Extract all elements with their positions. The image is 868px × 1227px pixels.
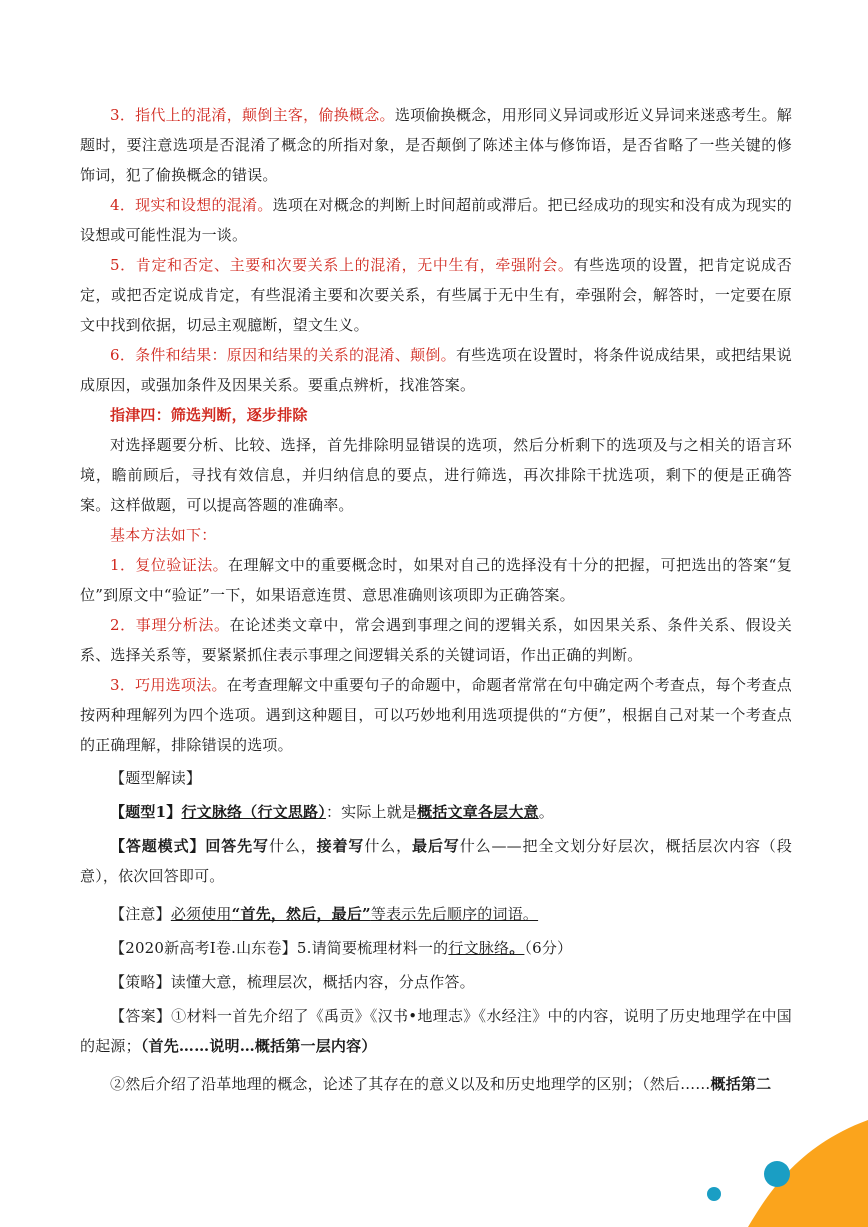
type-colon: ：实际上就是 bbox=[325, 803, 418, 821]
paragraph-concept-confusion bbox=[80, 100, 792, 190]
point-title: 4．现实和设想的混淆。 bbox=[110, 196, 273, 214]
teal-dot-small bbox=[707, 1187, 721, 1201]
methods-intro: 基本方法如下： bbox=[110, 526, 217, 544]
method-use-options bbox=[80, 670, 792, 760]
answer-paragraph-2: ②然后介绍了沿革地理的概念，论述了其存在的意义以及和历史地理学的区别；（然后……概括第二 bbox=[110, 1075, 772, 1093]
method-logic-analysis bbox=[80, 610, 792, 670]
type-end: 。 bbox=[538, 803, 554, 821]
point-text: 有些选项在设置时，将条件说成结果，或把结果说成原因，或强加条件及因果关系。要重点辨析，找准答案。 bbox=[80, 346, 792, 394]
method-restore-verify bbox=[80, 550, 792, 610]
point-text: 选项在对概念的判断上时间超前或滞后。把已经成功的现实和没有成为现实的设想或可能性混为一谈。 bbox=[80, 196, 792, 244]
paragraph-elimination: 对选择题要分析、比较、选择，首先排除明显错误的选项，然后分析剩下的选项及与之相关的语言环境，瞻前顾后，寻找有效信息，并归纳信息的要点，进行筛选，再次排除干扰选项，剩下的便是正确答案。这样做题，可以提高答题的准确率。 bbox=[80, 436, 792, 514]
point-title: 5．肯定和否定、主要和次要关系上的混淆，无中生有，牵强附会。 bbox=[110, 256, 574, 274]
type-title: 行文脉络（行文思路） bbox=[181, 803, 326, 821]
question-type-1 bbox=[80, 797, 792, 827]
paragraph-affirm-negate bbox=[80, 250, 792, 340]
type-key: 概括文章各层大意 bbox=[417, 803, 539, 821]
teal-dot-large bbox=[764, 1161, 790, 1187]
corner-decoration bbox=[700, 1110, 868, 1227]
question-type-heading: 【题型解读】 bbox=[110, 769, 202, 787]
point-title: 3．指代上的混淆，颠倒主客，偷换概念。 bbox=[110, 106, 395, 124]
paragraph-reality-vs-assumption bbox=[80, 190, 792, 250]
method-text: 在理解文中的重要概念时，如果对自己的选择没有十分的把握，可把选出的答案“复位”到原文中“验证”一下，如果语意连贯、意思准确则该项即为正确答案。 bbox=[80, 556, 792, 604]
point-text: 选项偷换概念，用形同义异词或形近义异词来迷惑考生。解题时，要注意选项是否混淆了概念的所指对象，是否颠倒了陈述主体与修饰语，是否省略了一些关键的修饰词，犯了偷换概念的错误。 bbox=[80, 106, 792, 184]
answer-paragraph-1: 【答案】①材料一首先介绍了《禹贡》《汉书•地理志》《水经注》中的内容，说明了历史地理学在中国的起源；（首先……说明…概括第一层内容） bbox=[80, 1007, 792, 1055]
note: 【注意】必须使用“首先，然后，最后”等表示先后顺序的词语。 bbox=[110, 905, 539, 923]
strategy: 【策略】读懂大意，梳理层次，概括内容，分点作答。 bbox=[110, 973, 475, 991]
bracket-label: 【题型1】 bbox=[110, 803, 182, 821]
exam-question: 【2020新高考Ⅰ卷.山东卷】5.请简要梳理材料一的行文脉络。（6分） bbox=[110, 939, 573, 957]
bracket-label: 【答题模式】 bbox=[110, 837, 206, 855]
method-title: 1．复位验证法。 bbox=[110, 556, 229, 574]
answer-mode: 【答题模式】回答先写什么，接着写什么，最后写什么——把全文划分好层次，概括层次内容（段意），依次回答即可。 bbox=[80, 837, 793, 885]
method-text: 在论述类文章中，常会遇到事理之间的逻辑关系，如因果关系、条件关系、假设关系、选择关系等，要紧紧抓住表示事理之间逻辑关系的关键词语，作出正确的判断。 bbox=[80, 616, 792, 664]
point-text: 有些选项的设置，把肯定说成否定，或把否定说成肯定，有些混淆主要和次要关系，有些属于无中生有，牵强附会，解答时，一定要在原文中找到依据，切忌主观臆断，望文生义。 bbox=[80, 256, 792, 334]
bracket-label: 【注意】 bbox=[110, 905, 171, 923]
method-title: 3．巧用选项法。 bbox=[110, 676, 227, 694]
point-title: 6．条件和结果：原因和结果的关系的混淆、颠倒。 bbox=[110, 346, 456, 364]
method-text: 在考查理解文中重要句子的命题中，命题者常常在句中确定两个考查点，每个考查点按两种理解列为四个选项。遇到这种题目，可以巧妙地利用选项提供的“方便”，根据自己对某一个考查点的正确理解，排除错误的选项。 bbox=[80, 676, 792, 754]
paragraph-condition-result bbox=[80, 340, 792, 400]
section-heading: 指津四：筛选判断，逐步排除 bbox=[110, 406, 308, 424]
method-title: 2．事理分析法。 bbox=[110, 616, 230, 634]
